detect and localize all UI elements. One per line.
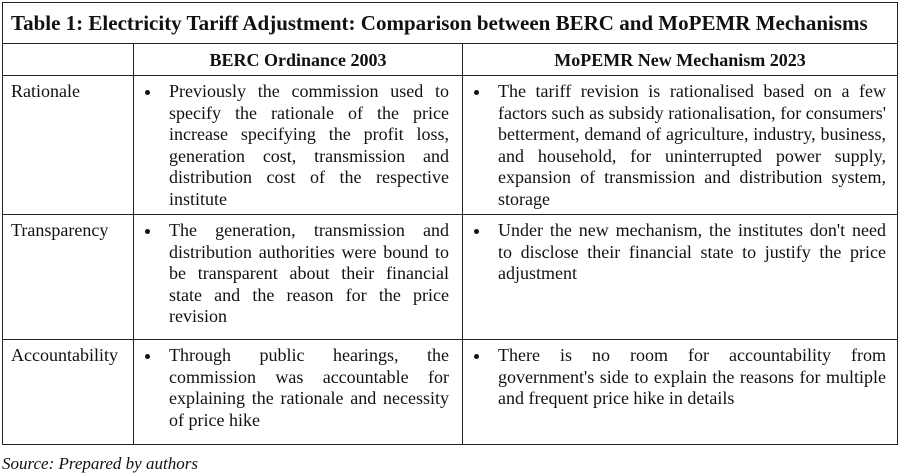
- row-label-transparency: Transparency: [11, 220, 109, 240]
- row-divider: [3, 214, 897, 215]
- row-divider: [3, 339, 897, 340]
- column-header-berc: BERC Ordinance 2003: [209, 50, 387, 70]
- mopemr-accountability-text: There is no room for accountability from government's side to explain the reasons for multiple and frequent price hike in details: [498, 345, 886, 408]
- column-divider: [462, 44, 463, 444]
- list-item: [498, 220, 886, 285]
- berc-rationale-text: Previously the commission used to specify the rationale of the price increase specifying the profit loss, generation cost, transmission and distribution cost of the respective institute: [169, 81, 449, 209]
- row-label-rationale: Rationale: [11, 81, 80, 101]
- list-item: [169, 345, 449, 431]
- column-divider: [133, 44, 134, 444]
- comparison-table: [2, 2, 898, 445]
- mopemr-rationale-text: The tariff revision is rationalised based on a few factors such as subsidy rationalisation, for consumers' betterment, demand of agriculture, industry, business, and household, for uninterrupted power supply, expansion of transmission and distribution system, storage: [498, 81, 886, 209]
- source-note: Source: Prepared by authors: [2, 454, 198, 473]
- berc-accountability-text: Through public hearings, the commission was accountable for explaining the rationale and necessity of price hike: [169, 345, 449, 430]
- mopemr-transparency-text: Under the new mechanism, the institutes don't need to disclose their financial state to justify the price adjustment: [498, 220, 886, 283]
- list-item: [169, 220, 449, 328]
- berc-transparency-text: The generation, transmission and distribution authorities were bound to be transparent about their financial state and the reason for the price revision: [169, 220, 449, 326]
- column-header-mopemr: MoPEMR New Mechanism 2023: [554, 50, 806, 70]
- table-caption: Table 1: Electricity Tariff Adjustment: Comparison between BERC and MoPEMR Mechanisms: [3, 3, 897, 44]
- list-item: [498, 345, 886, 410]
- row-label-accountability: Accountability: [11, 345, 118, 365]
- list-item: [169, 81, 449, 210]
- list-item: [498, 81, 886, 210]
